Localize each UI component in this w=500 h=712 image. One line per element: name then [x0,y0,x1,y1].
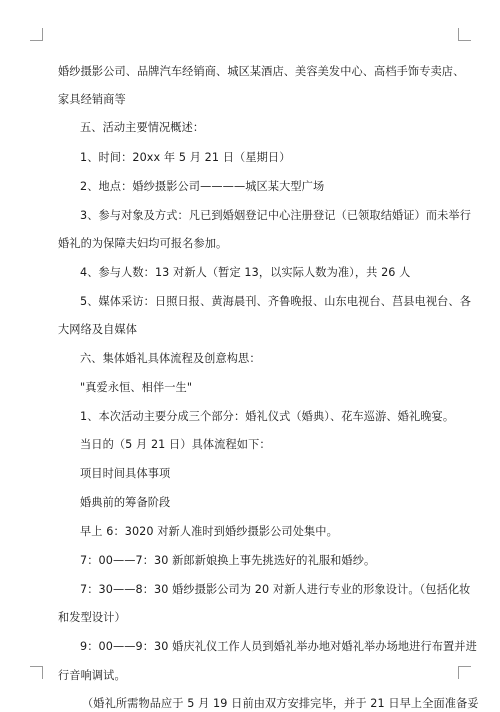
schedule-item: 早上 6：3020 对新人准时到婚纱摄影公司处集中。 [80,525,338,538]
text-line: 大网络及自媒体 [58,323,138,336]
text-line: 婚礼的为保障夫妇均可报名参加。 [58,237,228,250]
text-line: 2、地点：婚纱摄影公司————城区某大型广场 [80,180,325,193]
text-line: 行音响调试。 [58,669,126,682]
text-line: 家具经销商等 [58,93,126,106]
slogan: "真爱永恒、相伴一生" [80,381,193,394]
text-line: 5、媒体采访：日照日报、黄海晨刊、齐鲁晚报、山东电视台、莒县电视台、各 [80,295,471,308]
section-heading: 六、集体婚礼具体流程及创意构思： [80,352,261,365]
text-line: 4、参与人数：13 对新人（暂定 13，以实际人数为准），共 26 人 [80,266,411,279]
crop-mark-top-left [30,28,43,41]
text-line: 3、参与对象及方式：凡已到婚姻登记中心注册登记（已领取结婚证）而未举行 [80,209,471,222]
schedule-item: 9：00——9：30 婚庆礼仪工作人员到婚礼举办地对婚礼举办场地进行布置并进 [80,640,477,653]
text-line: （婚礼所需物品应于 5 月 19 日前由双方安排完毕，并于 21 日早上全面准备妥 [82,697,479,710]
text-line: 1、本次活动主要分成三个部分：婚礼仪式（婚典）、花车巡游、婚礼晚宴。 [80,410,455,423]
text-line: 1、时间：20xx 年 5 月 21 日（星期日） [80,151,291,164]
text-line: 婚纱摄影公司、品牌汽车经销商、城区某酒店、美容美发中心、高档手饰专卖店、 [58,65,465,78]
text-line: 和发型设计） [58,611,126,624]
crop-mark-bottom-right [458,666,471,679]
crop-mark-bottom-left [30,666,43,679]
schedule-item: 7：00——7：30 新郎新娘换上事先挑选好的礼服和婚纱。 [80,554,376,567]
text-line: 项目时间具体事项 [80,467,171,480]
section-heading: 五、活动主要情况概述： [80,121,205,134]
crop-mark-top-right [458,28,471,41]
text-line: 婚典前的筹备阶段 [80,496,171,509]
text-line: 当日的（5 月 21 日）具体流程如下： [80,438,271,451]
schedule-item: 7：30——8：30 婚纱摄影公司为 20 对新人进行专业的形象设计。（包括化妆 [80,583,471,596]
